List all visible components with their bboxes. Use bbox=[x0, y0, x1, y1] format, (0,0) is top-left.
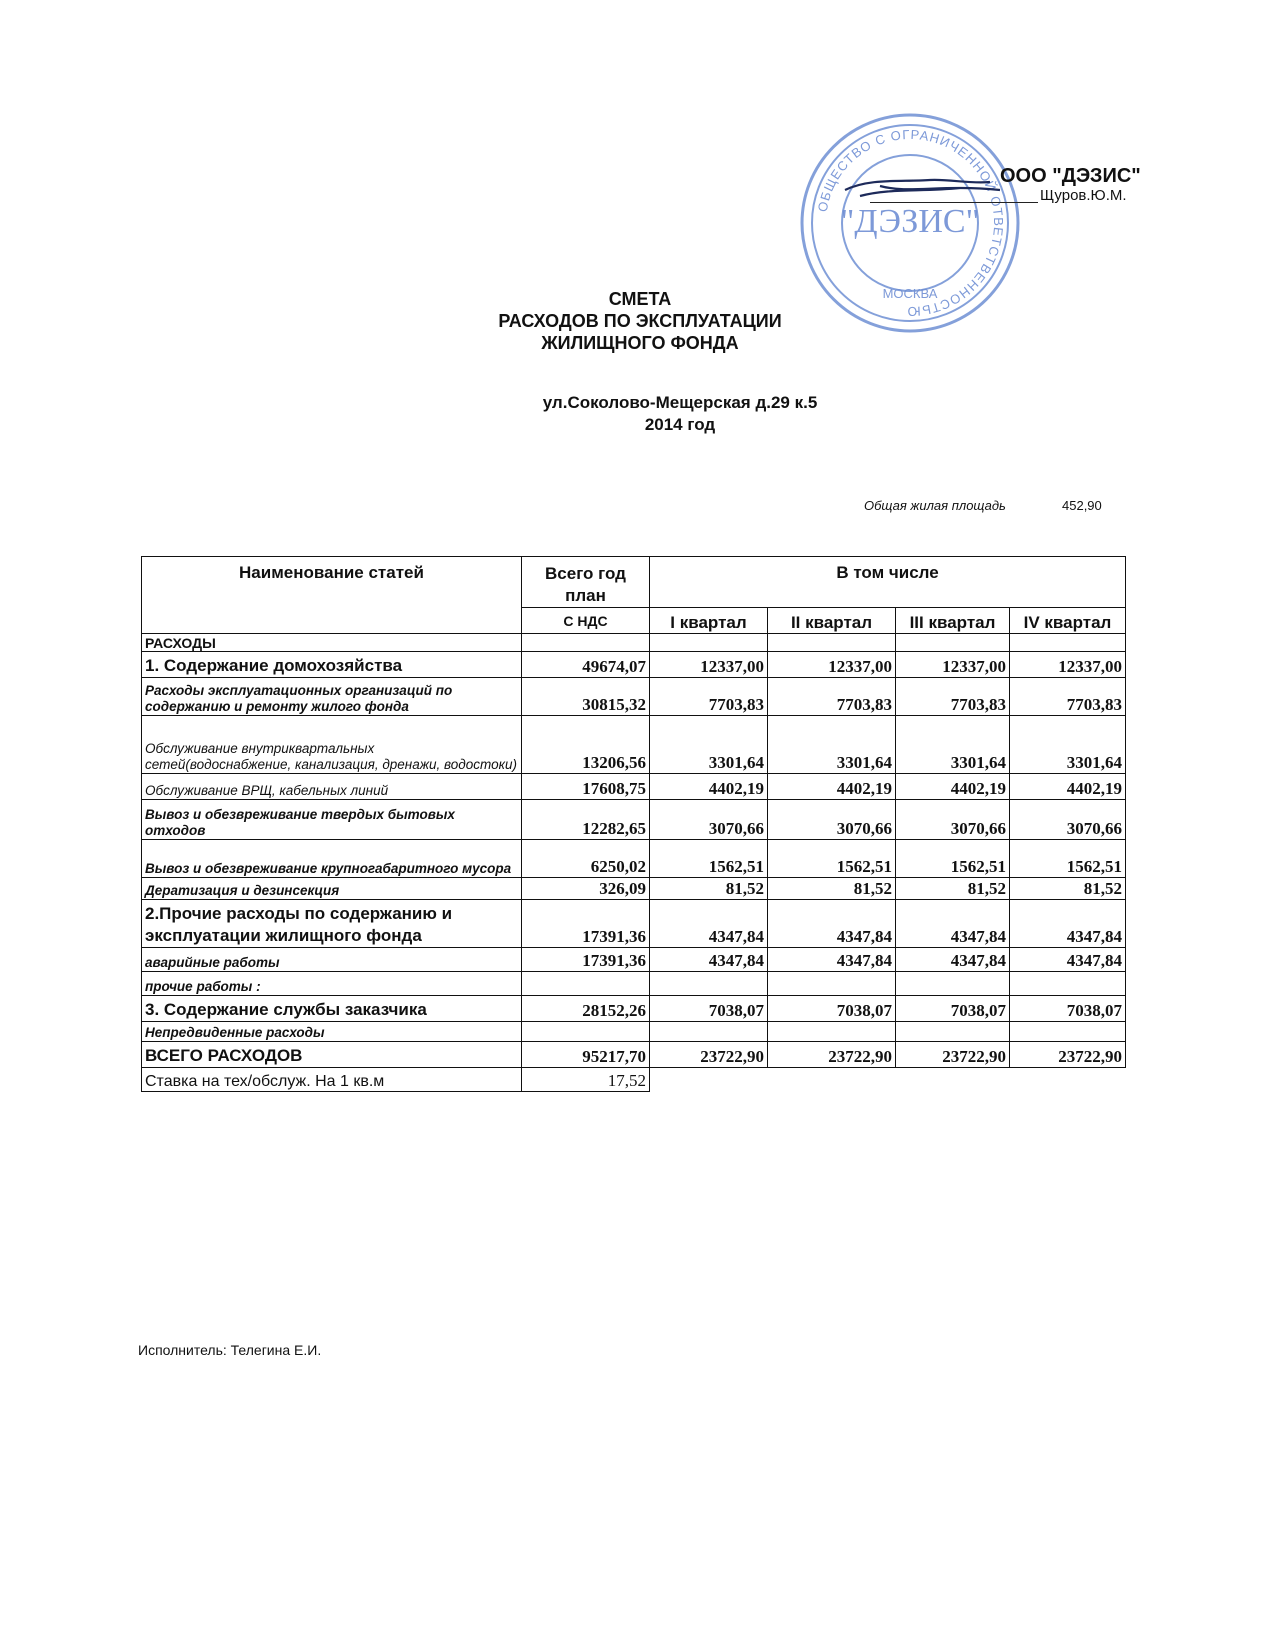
row-name: Вывоз и обезвреживание твердых бытовых отходов bbox=[142, 800, 522, 840]
row-name: Обслуживание внутриквартальных сетей(водоснабжение, канализация, дренажи, водостоки) bbox=[142, 716, 522, 774]
row-total: 13206,56 bbox=[522, 716, 650, 774]
row-total bbox=[522, 1022, 650, 1042]
row-name: Вывоз и обезвреживание крупногабаритного мусора bbox=[142, 840, 522, 878]
title-line-2: РАСХОДОВ ПО ЭКСПЛУАТАЦИИ bbox=[498, 311, 782, 331]
executor: Исполнитель: Телегина Е.И. bbox=[138, 1342, 322, 1358]
signature bbox=[840, 168, 1010, 213]
row-total bbox=[522, 972, 650, 996]
row-total: 17391,36 bbox=[522, 900, 650, 948]
row-q2 bbox=[768, 972, 896, 996]
row-q2: 4402,19 bbox=[768, 774, 896, 800]
header-q4: IV квартал bbox=[1010, 608, 1126, 634]
row-total: 326,09 bbox=[522, 878, 650, 900]
row-q4 bbox=[1010, 1022, 1126, 1042]
row-name: 2.Прочие расходы по содержанию и эксплуатации жилищного фонда bbox=[142, 900, 522, 948]
table-row bbox=[142, 948, 1126, 972]
stamp-city: МОСКВА bbox=[882, 286, 938, 301]
row-q4: 3301,64 bbox=[1010, 716, 1126, 774]
row-name: 3. Содержание службы заказчика bbox=[142, 996, 522, 1022]
row-q4: 12337,00 bbox=[1010, 652, 1126, 678]
living-area-value: 452,90 bbox=[1062, 498, 1102, 513]
row-q1: 81,52 bbox=[650, 878, 768, 900]
document-title bbox=[470, 288, 810, 354]
row-total: 12282,65 bbox=[522, 800, 650, 840]
rate-name: Ставка на тех/обслуж. На 1 кв.м bbox=[142, 1068, 522, 1092]
row-q1 bbox=[650, 1022, 768, 1042]
row-q1: 4402,19 bbox=[650, 774, 768, 800]
row-q4: 81,52 bbox=[1010, 878, 1126, 900]
company-stamp bbox=[795, 108, 1025, 343]
row-q3: 3301,64 bbox=[896, 716, 1010, 774]
row-q1: 12337,00 bbox=[650, 652, 768, 678]
header-q1: I квартал bbox=[650, 608, 768, 634]
row-q2: 7038,07 bbox=[768, 996, 896, 1022]
row-q1: 4347,84 bbox=[650, 900, 768, 948]
year: 2014 год bbox=[644, 415, 716, 434]
row-total: 95217,70 bbox=[522, 1042, 650, 1068]
header-including: В том числе bbox=[650, 557, 1126, 608]
row-total: 17391,36 bbox=[522, 948, 650, 972]
header-q2: II квартал bbox=[768, 608, 896, 634]
row-q3: 7703,83 bbox=[896, 678, 1010, 716]
row-name: прочие работы : bbox=[142, 972, 522, 996]
table-row bbox=[142, 972, 1126, 996]
row-q1: 4347,84 bbox=[650, 948, 768, 972]
row-q4: 1562,51 bbox=[1010, 840, 1126, 878]
row-q4: 4347,84 bbox=[1010, 900, 1126, 948]
row-q1: 3070,66 bbox=[650, 800, 768, 840]
table-row bbox=[142, 1042, 1126, 1068]
approval-signer: Щуров.Ю.М. bbox=[1040, 187, 1127, 204]
row-q1 bbox=[650, 972, 768, 996]
header-total-line1: Всего год bbox=[545, 564, 626, 583]
row-q4: 7038,07 bbox=[1010, 996, 1126, 1022]
row-q3 bbox=[896, 972, 1010, 996]
table-row bbox=[142, 678, 1126, 716]
signature-line bbox=[870, 202, 1038, 203]
table-row bbox=[142, 652, 1126, 678]
title-line-3: ЖИЛИЩНОГО ФОНДА bbox=[541, 333, 739, 353]
header-total bbox=[522, 557, 650, 608]
table-row bbox=[142, 774, 1126, 800]
row-name: Расходы эксплуатационных организаций по содержанию и ремонту жилого фонда bbox=[142, 678, 522, 716]
row-q3: 23722,90 bbox=[896, 1042, 1010, 1068]
row-name: Дератизация и дезинсекция bbox=[142, 878, 522, 900]
row-q4: 4347,84 bbox=[1010, 948, 1126, 972]
header-name: Наименование статей bbox=[142, 557, 522, 634]
row-q4: 23722,90 bbox=[1010, 1042, 1126, 1068]
row-q4: 3070,66 bbox=[1010, 800, 1126, 840]
table-row bbox=[142, 716, 1126, 774]
address-block bbox=[500, 392, 860, 436]
row-q3: 3070,66 bbox=[896, 800, 1010, 840]
row-name: Обслуживание ВРЩ, кабельных линий bbox=[142, 774, 522, 800]
row-q2: 3070,66 bbox=[768, 800, 896, 840]
row-q3: 4347,84 bbox=[896, 900, 1010, 948]
row-total: 17608,75 bbox=[522, 774, 650, 800]
row-q1: 1562,51 bbox=[650, 840, 768, 878]
row-q4: 7703,83 bbox=[1010, 678, 1126, 716]
living-area-label: Общая жилая площадь bbox=[864, 498, 1006, 513]
row-q3: 81,52 bbox=[896, 878, 1010, 900]
row-q3: 4347,84 bbox=[896, 948, 1010, 972]
header-total-line2: план bbox=[565, 586, 606, 605]
row-name: 1. Содержание домохозяйства bbox=[142, 652, 522, 678]
row-q3: 1562,51 bbox=[896, 840, 1010, 878]
row-q2: 3301,64 bbox=[768, 716, 896, 774]
row-q2: 7703,83 bbox=[768, 678, 896, 716]
row-q3 bbox=[896, 1022, 1010, 1042]
table-row bbox=[142, 800, 1126, 840]
row-total: 28152,26 bbox=[522, 996, 650, 1022]
row-q2: 1562,51 bbox=[768, 840, 896, 878]
row-q2 bbox=[768, 1022, 896, 1042]
header-total-vat: С НДС bbox=[522, 608, 650, 634]
row-name: Непредвиденные расходы bbox=[142, 1022, 522, 1042]
approval-company: ООО "ДЭЗИС" bbox=[1000, 165, 1141, 187]
row-name: аварийные работы bbox=[142, 948, 522, 972]
estimate-table bbox=[141, 556, 1126, 1092]
row-q2: 4347,84 bbox=[768, 900, 896, 948]
row-q1: 7038,07 bbox=[650, 996, 768, 1022]
row-q3: 7038,07 bbox=[896, 996, 1010, 1022]
row-total: 6250,02 bbox=[522, 840, 650, 878]
row-q3: 4402,19 bbox=[896, 774, 1010, 800]
table-row bbox=[142, 1022, 1126, 1042]
section-label: РАСХОДЫ bbox=[142, 634, 522, 652]
row-total: 30815,32 bbox=[522, 678, 650, 716]
row-q1: 23722,90 bbox=[650, 1042, 768, 1068]
row-q2: 12337,00 bbox=[768, 652, 896, 678]
row-q4: 4402,19 bbox=[1010, 774, 1126, 800]
row-q2: 81,52 bbox=[768, 878, 896, 900]
row-q1: 3301,64 bbox=[650, 716, 768, 774]
address: ул.Соколово-Мещерская д.29 к.5 bbox=[542, 393, 818, 412]
row-q1: 7703,83 bbox=[650, 678, 768, 716]
table-row bbox=[142, 840, 1126, 878]
rate-row bbox=[142, 1068, 1126, 1092]
rate-value: 17,52 bbox=[522, 1068, 650, 1092]
title-line-1: СМЕТА bbox=[608, 289, 672, 309]
row-q3: 12337,00 bbox=[896, 652, 1010, 678]
stamp-ring-text: ОБЩЕСТВО С ОГРАНИЧЕННОЙ ОТВЕТСТВЕННОСТЬЮ bbox=[814, 126, 1007, 320]
table-row bbox=[142, 900, 1126, 948]
row-q2: 23722,90 bbox=[768, 1042, 896, 1068]
header-q3: III квартал bbox=[896, 608, 1010, 634]
table-row bbox=[142, 996, 1126, 1022]
row-name: ВСЕГО РАСХОДОВ bbox=[142, 1042, 522, 1068]
stamp-center-text: "ДЭЗИС" bbox=[840, 203, 980, 240]
row-q4 bbox=[1010, 972, 1126, 996]
table-row bbox=[142, 878, 1126, 900]
row-total: 49674,07 bbox=[522, 652, 650, 678]
row-q2: 4347,84 bbox=[768, 948, 896, 972]
